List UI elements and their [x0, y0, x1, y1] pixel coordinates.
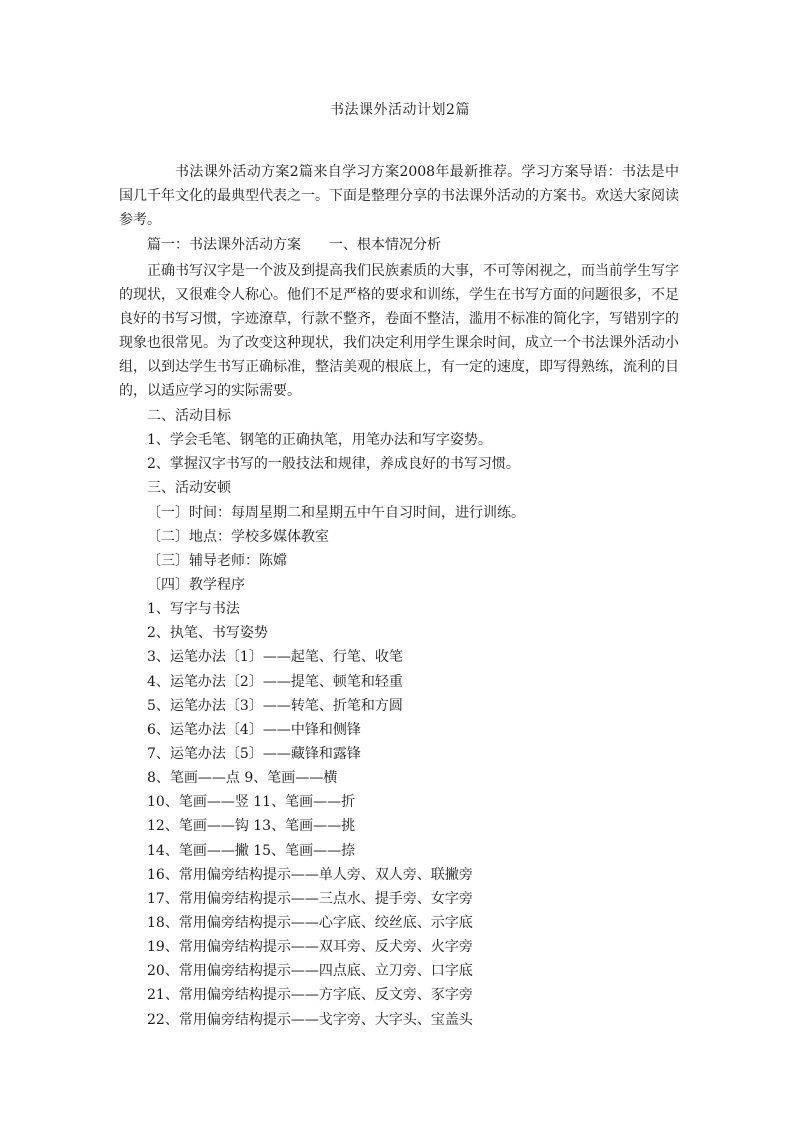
- outline-line: 8、笔画——点 9、笔画——横: [147, 770, 338, 787]
- analysis-paragraph: 正确书写汉字是一个波及到提高我们民族素质的大事，不可等闲视之，而当前学生写字的现状，又很难令人称心。他们不足严格的要求和训练，学生在书写方面的问题很多，不足良好的书写习惯，字迹潦草，行款不整齐，卷面不整洁，滥用不标准的简化字，写错别字的现象也很常见。为了改变这种现状，我们决定利用学生课余时间，成立一个书法课外活动小组，以到达学生书写正确标准，整洁美观的根底上，有一定的速度，即写得熟练，流利的目的，以适应学习的实际需要。: [119, 263, 679, 399]
- outline-line: 7、运笔办法〔5〕——藏锋和露锋: [147, 745, 361, 762]
- outline-line: 10、笔画——竖 11、笔画——折: [147, 794, 356, 811]
- outline-line: 6、运笔办法〔4〕——中锋和侧锋: [147, 721, 361, 738]
- outline-line: 〔二〕地点：学校多媒体教室: [147, 528, 329, 545]
- outline-line: 16、常用偏旁结构提示——单人旁、双人旁、联撇旁: [147, 866, 473, 883]
- outline-line: 二、活动目标: [147, 408, 231, 424]
- outline-line: 1、学会毛笔、钢笔的正确执笔，用笔办法和写字姿势。: [147, 432, 492, 449]
- document-title: 书法课外活动计划2篇: [330, 102, 470, 118]
- outline-line: 5、运笔办法〔3〕——转笔、折笔和方圆: [147, 697, 403, 714]
- outline-line: 18、常用偏旁结构提示——心字底、绞丝底、示字底: [147, 914, 473, 931]
- outline-line: 2、执笔、书写姿势: [147, 625, 268, 642]
- outline-line: 19、常用偏旁结构提示——双耳旁、反犬旁、火字旁: [147, 939, 473, 956]
- outline-line: 12、笔画——钩 13、笔画——挑: [147, 818, 356, 835]
- outline-line: 3、运笔办法〔1〕——起笔、行笔、收笔: [147, 649, 403, 666]
- outline-line: 17、常用偏旁结构提示——三点水、提手旁、女字旁: [147, 890, 473, 907]
- outline-line: 4、运笔办法〔2〕——提笔、顿笔和轻重: [147, 673, 403, 690]
- outline-line: 22、常用偏旁结构提示——戈字旁、大字头、宝盖头: [147, 1011, 473, 1028]
- outline-line: 2、掌握汉字书写的一般技法和规律，养成良好的书写习惯。: [147, 456, 520, 473]
- outline-line: 20、常用偏旁结构提示——四点底、立刀旁、口字底: [147, 963, 473, 980]
- outline-line: 〔一〕时间：每周星期二和星期五中午自习时间，进行训练。: [147, 504, 525, 521]
- outline-line: 1、写字与书法: [147, 601, 240, 618]
- outline-line: 〔三〕辅导老师：陈嫦: [147, 552, 287, 569]
- outline-line: 14、笔画——撇 15、笔画——捺: [147, 842, 356, 859]
- intro-paragraph: 书法课外活动方案2篇来自学习方案2008年最新推荐。学习方案导语：书法是中国几千年文化的最典型代表之一。下面是整理分享的书法课外活动的方案书。欢送大家阅读参考。: [119, 164, 679, 228]
- section-heading: 篇一：书法课外活动方案 一、根本情况分析: [147, 237, 441, 253]
- outline-line: 〔四〕教学程序: [147, 576, 245, 593]
- outline-line: 三、活动安顿: [147, 480, 231, 497]
- outline-list: [147, 404, 687, 1032]
- outline-line: 21、常用偏旁结构提示——方字底、反文旁、豕字旁: [147, 987, 473, 1004]
